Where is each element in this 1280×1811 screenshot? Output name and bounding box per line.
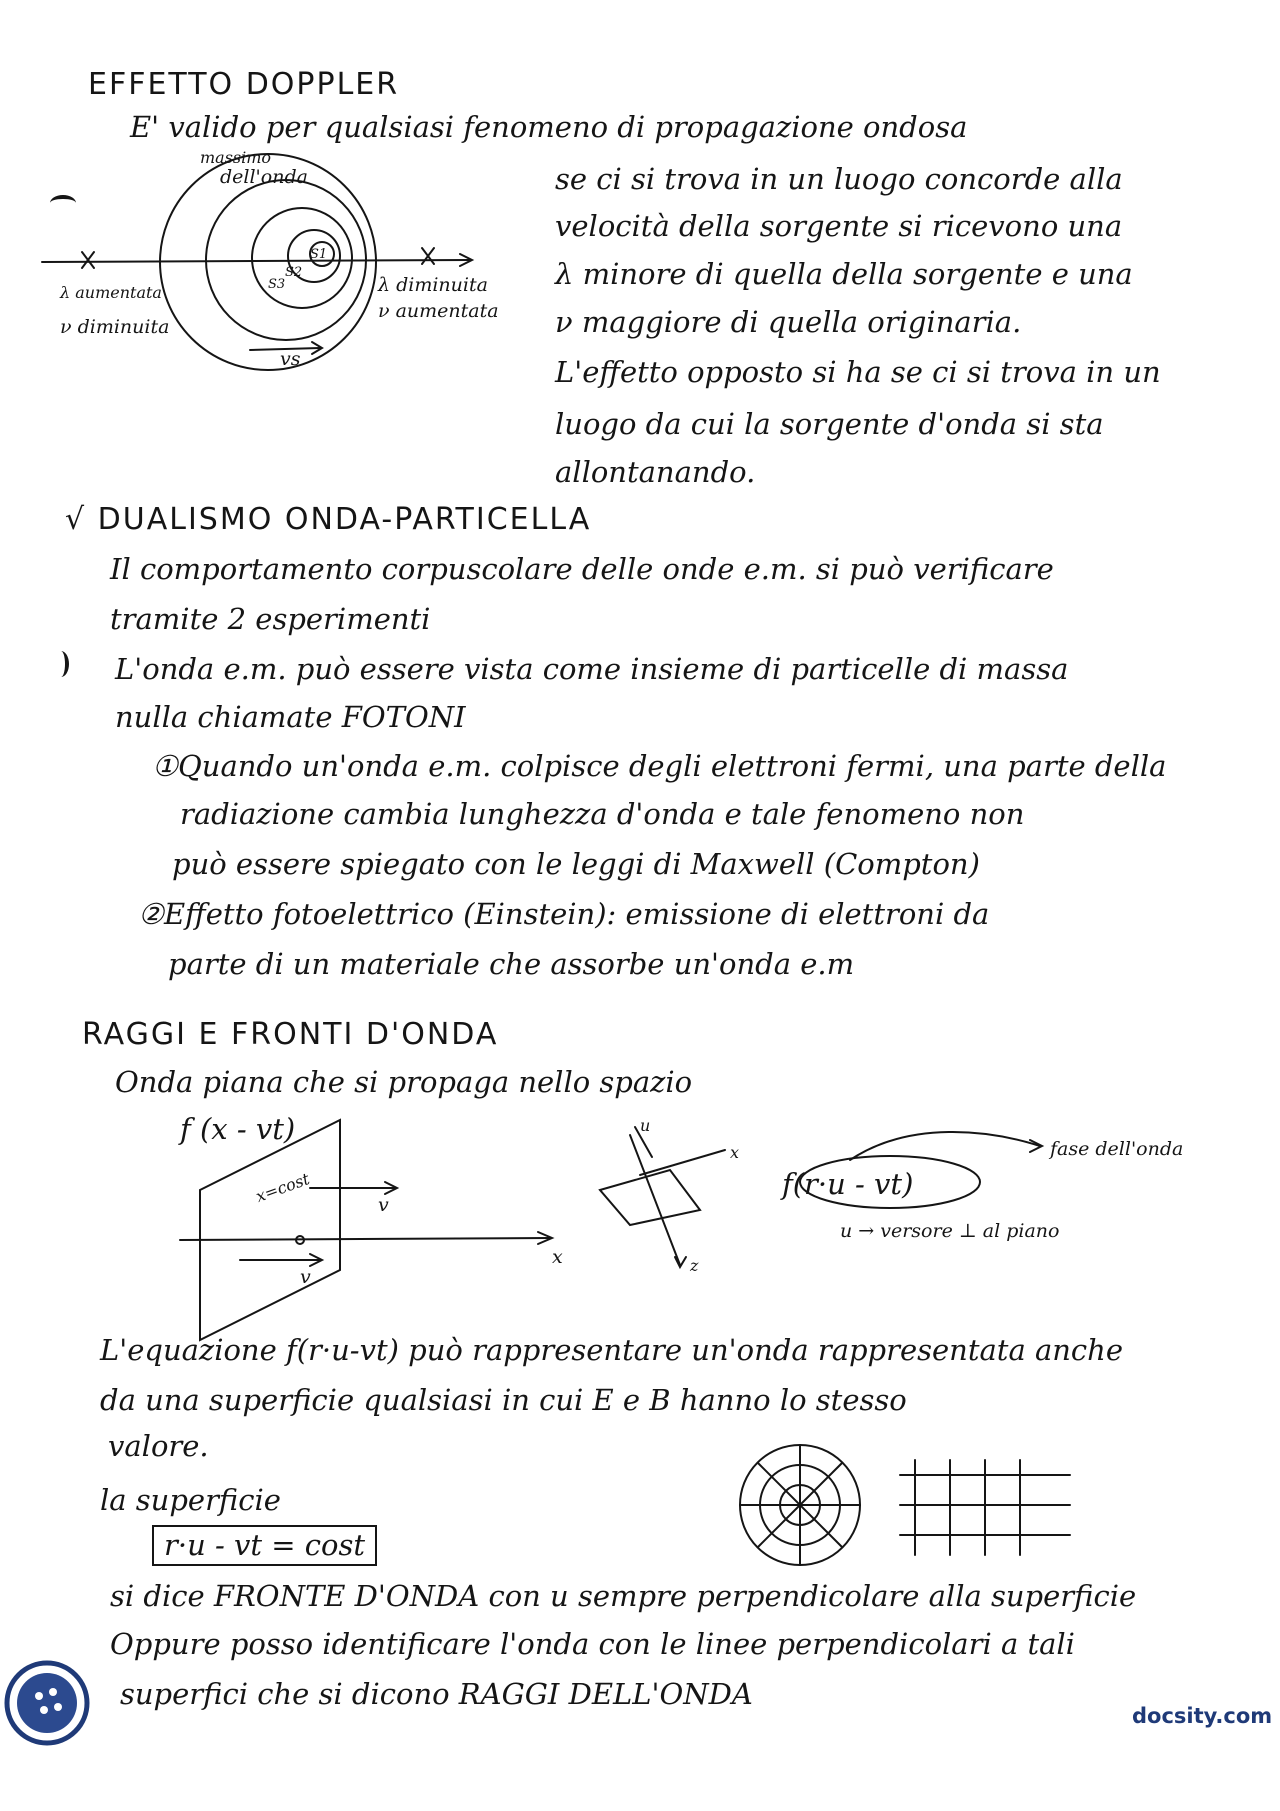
fig1-x-label: x <box>552 1246 563 1268</box>
compton-line: può essere spiegato con le leggi di Maxwell (Compton) <box>172 847 980 881</box>
label-nu-aumentata: ν aumentata <box>378 300 499 322</box>
fig1-v-top: v <box>378 1194 389 1216</box>
x-axis <box>180 1238 550 1240</box>
raggi-body-line: valore. <box>108 1429 209 1463</box>
conclusion-line: si dice FRONTE D'ONDA con u sempre perpendicolare alla superficie <box>110 1579 1137 1613</box>
wavefronts-figure <box>720 1430 1090 1580</box>
doppler-intro: E' valido per qualsiasi fenomeno di propagazione ondosa <box>130 110 968 144</box>
doppler-line: luogo da cui la sorgente d'onda si sta <box>555 407 1104 441</box>
raggi-subtitle: Onda piana che si propaga nello spazio <box>115 1065 693 1099</box>
source-label-s2: S2 <box>285 265 303 280</box>
observer-right-mark <box>422 248 434 264</box>
label-lambda-aumentata: λ aumentata <box>60 283 162 302</box>
raggi-body-line: da una superficie qualsiasi in cui E e B hanno lo stesso <box>100 1383 907 1417</box>
z-axis <box>630 1135 680 1265</box>
x-axis-3d <box>640 1150 725 1175</box>
source-label-s3: S3 <box>268 277 286 292</box>
conclusion-line: superfici che si dicono RAGGI DELL'ONDA <box>120 1677 753 1711</box>
dualismo-line: tramite 2 esperimenti <box>110 602 431 636</box>
doppler-line: allontanando. <box>555 455 756 489</box>
fig2-x-label: x <box>730 1143 740 1162</box>
dualismo-title: √ DUALISMO ONDA-PARTICELLA <box>65 502 592 537</box>
fig2-u-label: u <box>640 1116 651 1135</box>
wave-plane <box>200 1120 340 1340</box>
dualismo-line: nulla chiamate FOTONI <box>115 700 466 734</box>
compton-line: ①Quando un'onda e.m. colpisce degli elettroni fermi, una parte della <box>152 749 1167 783</box>
raggi-body-line: L'equazione f(r·u-vt) può rappresentare un'onda rappresentata anche <box>100 1333 1124 1367</box>
doppler-title: EFFETTO DOPPLER <box>88 67 400 102</box>
label-nu-diminuita: ν diminuita <box>60 316 170 338</box>
propagation-axis <box>42 260 470 262</box>
fig1-v-bottom: v <box>300 1266 311 1288</box>
photoelectric-line: ②Effetto fotoelettrico (Einstein): emissione di elettroni da <box>138 897 990 931</box>
doppler-line: se ci si trova in un luogo concorde alla <box>555 162 1123 196</box>
dualismo-line: Il comportamento corpuscolare delle onde e.m. si può verificare <box>110 552 1054 586</box>
label-massimo: massimo <box>200 148 272 167</box>
phase-arrowhead <box>1030 1140 1042 1152</box>
conclusion-line: Oppure posso identificare l'onda con le linee perpendicolari a tali <box>110 1627 1075 1661</box>
label-lambda-diminuita: λ diminuita <box>378 274 488 296</box>
source-label-s1: S1 <box>310 247 328 262</box>
fig2-z-label: z <box>690 1256 699 1275</box>
doppler-line: velocità della sorgente si ricevono una <box>555 209 1123 243</box>
wavefront-3 <box>252 208 352 308</box>
doppler-line: λ minore di quella della sorgente e una <box>555 257 1133 291</box>
raggi-title: RAGGI E FRONTI D'ONDA <box>82 1017 499 1052</box>
plane-shape <box>600 1170 700 1225</box>
docsity-logo <box>4 1660 90 1746</box>
doppler-line: L'effetto opposto si ha se ci si trova in un <box>555 355 1161 389</box>
observer-left-mark <box>82 252 94 268</box>
plane-3d-figure <box>590 1115 750 1275</box>
dualismo-line: L'onda e.m. può essere vista come insieme di particelle di massa <box>115 652 1069 686</box>
fig1-plane-label: x=cost <box>253 1169 313 1206</box>
label-vs: vs <box>280 348 301 370</box>
fig3-versor: u → versore ⊥ al piano <box>840 1220 1060 1242</box>
fig1-function: f (x - vt) <box>180 1112 296 1146</box>
compton-line: radiazione cambia lunghezza d'onda e tale fenomeno non <box>180 797 1025 831</box>
photoelectric-line: parte di un materiale che assorbe un'onda e.m <box>168 947 855 981</box>
margin-mark <box>50 195 76 211</box>
docsity-watermark[interactable]: docsity.com <box>1132 1704 1273 1728</box>
margin-mark <box>53 651 69 677</box>
fig3-formula: f(r·u - vt) <box>782 1167 914 1201</box>
z-axis-arrowhead <box>675 1257 686 1267</box>
fig3-phase-label: fase dell'onda <box>1050 1138 1184 1160</box>
label-dellonda: dell'onda <box>220 166 308 188</box>
surface-label: la superficie <box>100 1483 281 1517</box>
boxed-formula: r·u - vt = cost <box>152 1525 377 1566</box>
doppler-line: ν maggiore di quella originaria. <box>555 305 1022 339</box>
